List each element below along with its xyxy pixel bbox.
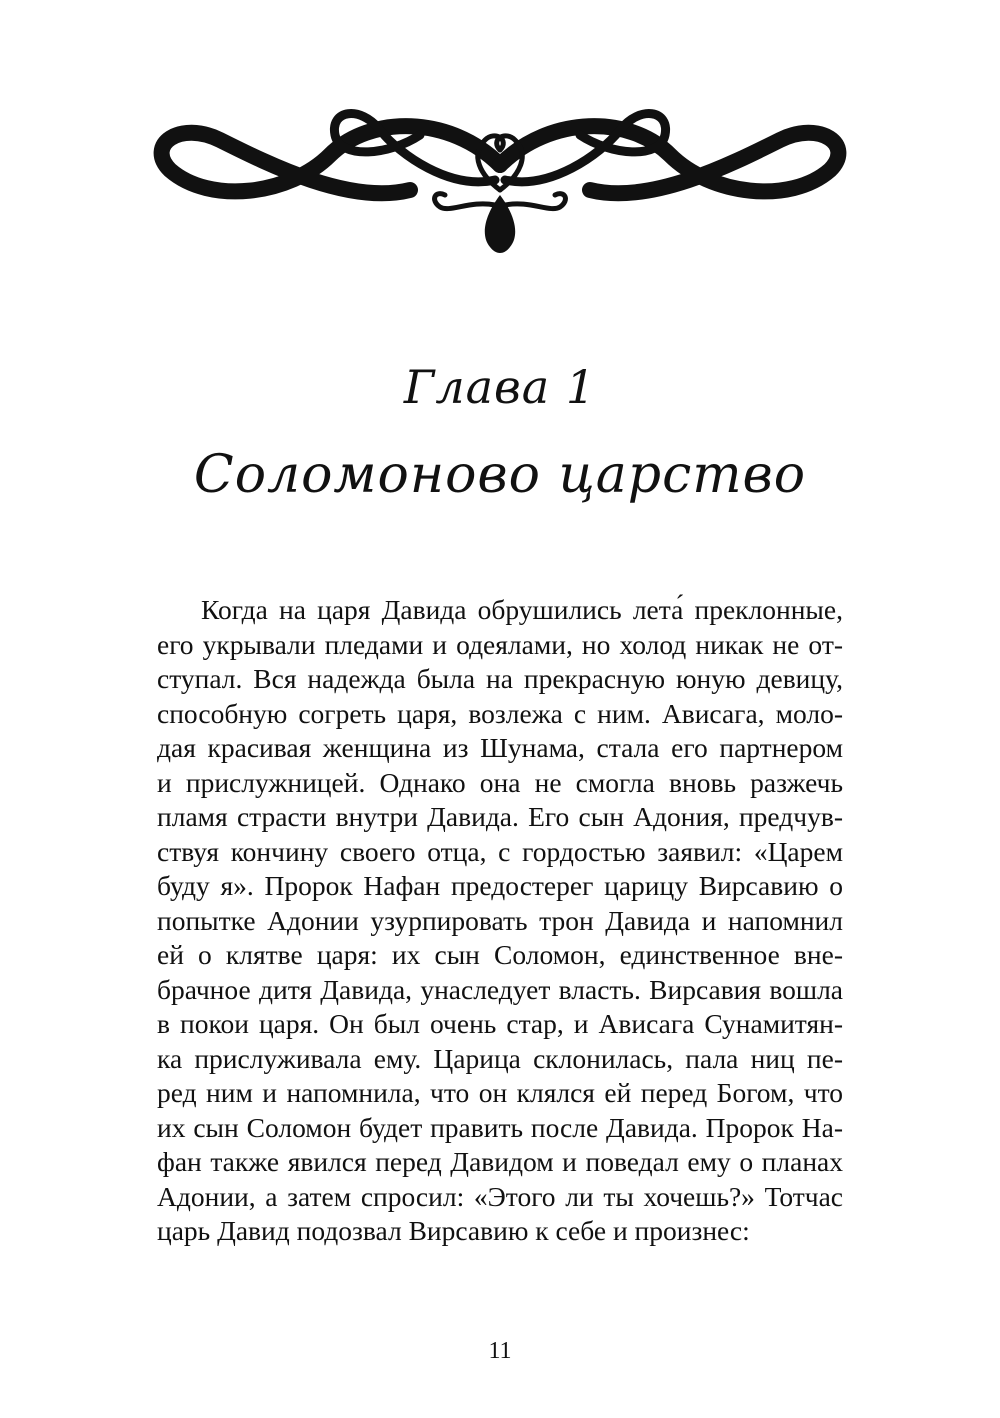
text-line: пламя страсти внутри Давида. Его сын Адония, предчув- [157,801,843,832]
text-line: ствуя кончину своего отца, с гордостью заявил: «Царем [157,835,843,867]
text-line: царь Давид подозвал Вирсавию к себе и произнес: [157,1215,750,1246]
text-line: ступал. Вся надежда была на прекрасную юную девицу, [157,663,843,694]
text-line: буду я». Пророк Нафан предостерег царицу Вирсавию о [157,870,843,901]
chapter-title: Соломоново царство [193,445,807,505]
page-number: 11 [488,1338,512,1364]
text-line: в покои царя. Он был очень стар, и Ависага Сунамитян- [157,1008,843,1039]
decorative-scroll-icon [150,95,850,265]
body-paragraph [157,593,843,1249]
text-line: их сын Соломон будет править после Давида. Пророк На- [157,1111,843,1143]
chapter-heading: Глава 1 [403,360,597,414]
text-line: способную согреть царя, возлежа с ним. Ависага, моло- [157,697,843,729]
text-line: дая красивая женщина из Шунама, стала его партнером [157,732,843,763]
text-line: ред ним и напомнила, что он клялся ей перед Богом, что [157,1077,843,1108]
text-line: брачное дитя Давида, унаследует власть. Вирсавия вошла [157,973,843,1005]
text-line: Адонии, а затем спросил: «Этого ли ты хочешь?» Тотчас [157,1180,843,1212]
text-line: ка прислуживала ему. Царица склонилась, пала ниц пе- [157,1042,843,1074]
text-line: Когда на царя Давида обрушились лета́ преклонные, [201,594,843,625]
text-line: фан также явился перед Давидом и поведал ему о планах [157,1146,843,1177]
text-line: и прислужницей. Однако она не смогла вновь разжечь [157,766,843,798]
text-line: попытке Адонии узурпировать трон Давида и напомнил [157,904,843,936]
text-line: ей о клятве царя: их сын Соломон, единственное вне- [157,939,843,970]
text-line: его укрывали пледами и одеялами, но холод никак не от- [157,628,843,660]
